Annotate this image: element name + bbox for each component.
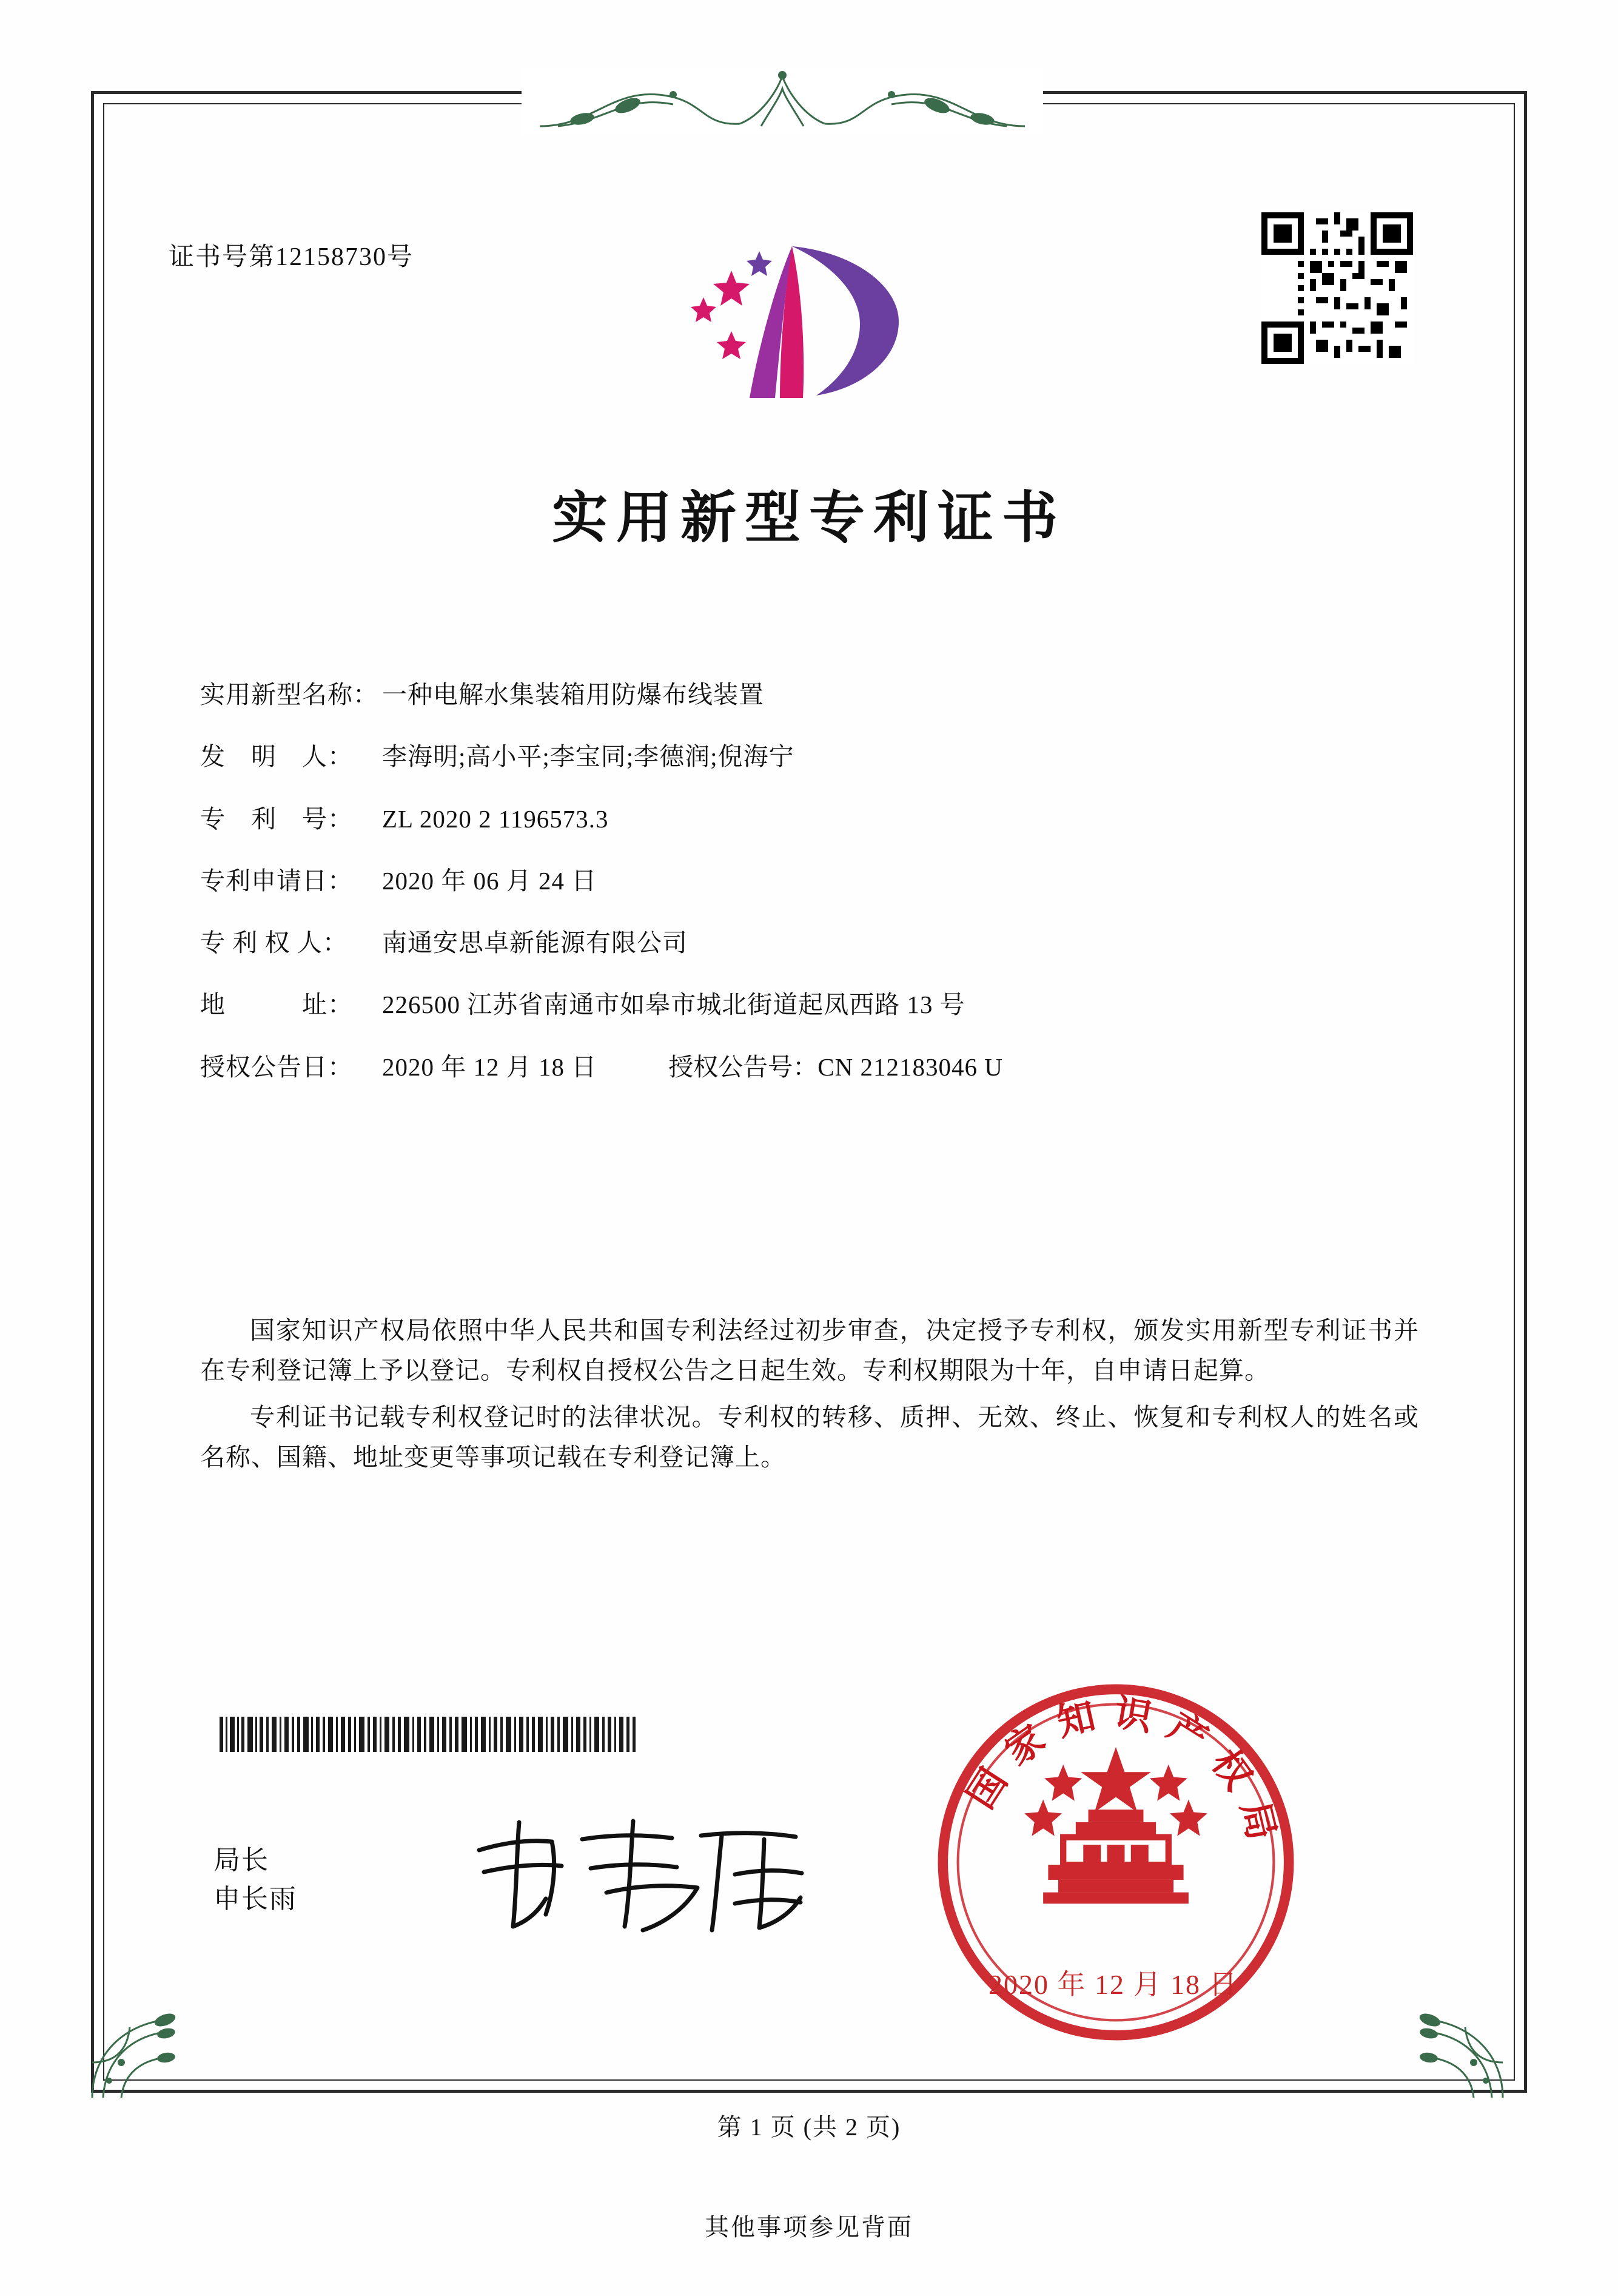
field-label-inventors: 发 明 人： <box>200 742 353 771</box>
field-row-grant-announcement <box>200 1052 1413 1083</box>
patent-star-logo-icon <box>673 231 928 412</box>
field-value-patent-number: ZL 2020 2 1196573.3 <box>382 804 609 833</box>
field-label-address: 地 址： <box>200 991 353 1019</box>
qr-code-icon <box>1261 212 1413 364</box>
legal-text-block <box>200 1310 1419 1484</box>
bottom-right-ornament <box>1395 1990 1510 2105</box>
field-label-utility-model-name: 实用新型名称： <box>200 681 378 709</box>
field-row-application-date <box>200 866 1413 897</box>
field-row-address <box>200 989 1413 1020</box>
field-value-utility-model-name: 一种电解水集装箱用防爆布线装置 <box>382 681 764 709</box>
page-indicator: 第 1 页 (共 2 页) <box>717 2113 901 2141</box>
field-value-grant-number: CN 212183046 U <box>817 1052 1003 1081</box>
signature-name: 申长雨 <box>213 1884 297 1914</box>
certificate-fields <box>200 679 1413 1114</box>
legal-paragraph-2: 专利证书记载专利权登记时的法律状况。专利权的转移、质押、无效、终止、恢复和专利权人的姓名或名称、国籍、地址变更等事项记载在专利登记簿上。 <box>200 1402 1419 1472</box>
barcode-icon <box>218 1717 637 1752</box>
signature-role: 局长 <box>213 1845 269 1875</box>
bottom-left-ornament <box>85 1990 200 2105</box>
field-label-patent-number: 专 利 号： <box>200 804 353 833</box>
top-ornament-decoration <box>522 68 1043 135</box>
legal-paragraph-1: 国家知识产权局依照中华人民共和国专利法经过初步审查，决定授予专利权，颁发实用新型专利证书并在专利登记簿上予以登记。专利权自授权公告之日起生效。专利权期限为十年，自申请日起算。 <box>200 1316 1419 1385</box>
field-row-patentee <box>200 927 1413 958</box>
certificate-number: 证书号第12158730号 <box>169 243 414 271</box>
signature-block <box>213 1841 297 1919</box>
handwritten-signature-icon <box>461 1808 837 1941</box>
field-label-grant-date: 授权公告日： <box>200 1052 353 1081</box>
field-label-grant-number: 授权公告号： <box>668 1052 818 1081</box>
field-row-utility-model-name <box>200 679 1413 710</box>
field-value-patentee: 南通安思卓新能源有限公司 <box>382 929 688 957</box>
field-row-patent-number <box>200 804 1413 835</box>
field-row-inventors <box>200 741 1413 772</box>
field-value-application-date: 2020 年 06 月 24 日 <box>382 866 597 895</box>
back-side-note: 其他事项参见背面 <box>705 2214 913 2241</box>
field-value-address: 226500 江苏省南通市如皋市城北街道起凤西路 13 号 <box>382 991 965 1019</box>
page-title: 实用新型专利证书 <box>551 487 1066 549</box>
field-label-patentee: 专 利 权 人： <box>200 929 348 957</box>
field-label-application-date: 专利申请日： <box>200 866 353 895</box>
seal-ring-text: 国家知识产权局 <box>960 1692 1286 1859</box>
seal-date: 2020 年 12 月 18 日 <box>989 1969 1238 2000</box>
field-value-grant-date: 2020 年 12 月 18 日 <box>382 1052 597 1081</box>
field-value-inventors: 李海明;高小平;李宝同;李德润;倪海宁 <box>382 742 794 771</box>
